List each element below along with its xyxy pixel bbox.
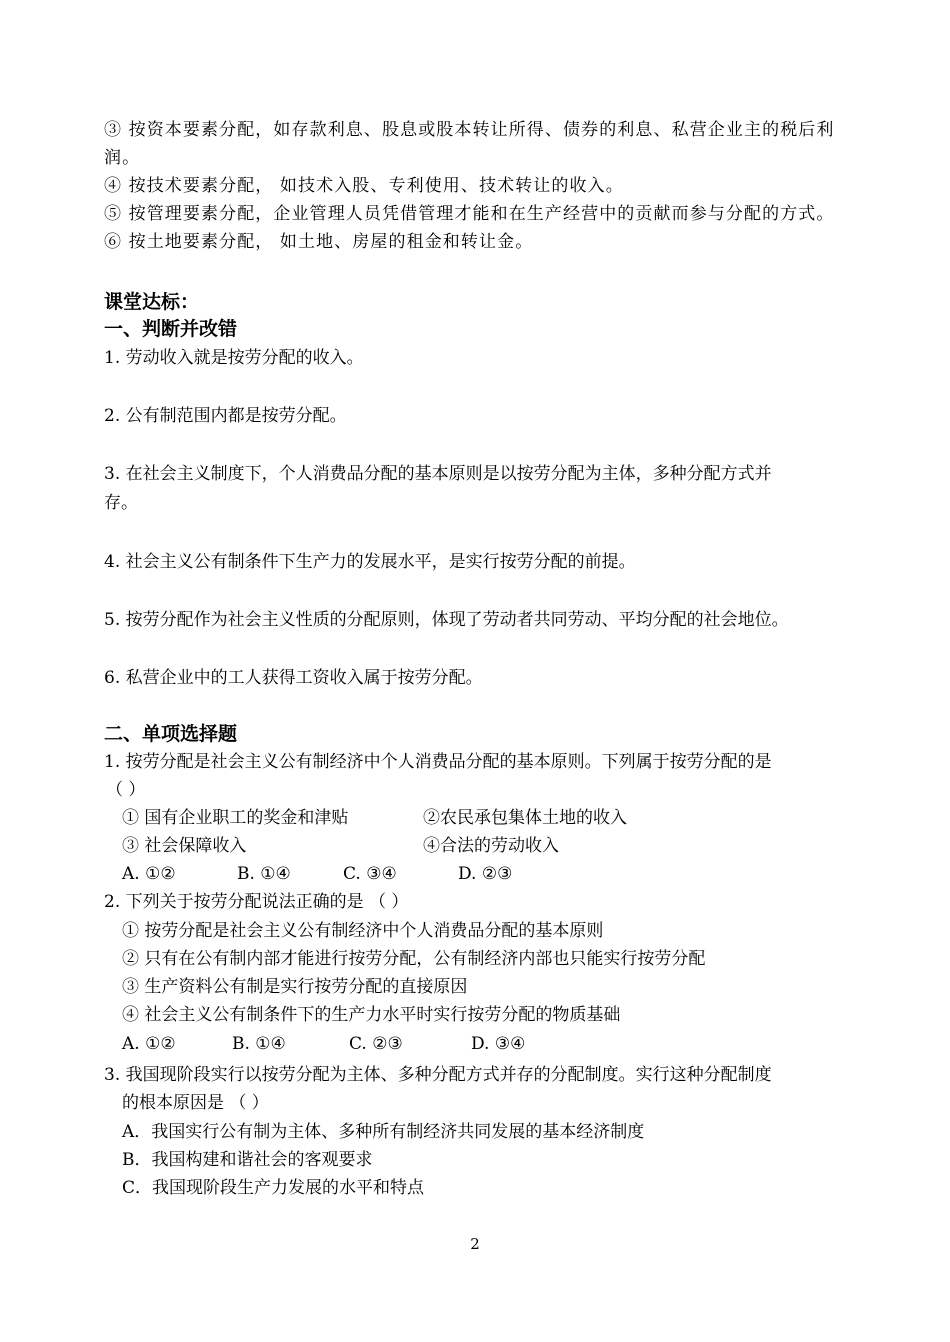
- intro-line-capital: ③ 按资本要素分配，如存款利息、股息或股本转让所得、债券的利息、私营企业主的税后利: [104, 120, 835, 140]
- judge-item-3: 3. 在社会主义制度下，个人消费品分配的基本原则是以按劳分配为主体，多种分配方式并: [104, 464, 772, 484]
- intro-line-management: ⑤ 按管理要素分配，企业管理人员凭借管理才能和在生产经营中的贡献而参与分配的方式。: [104, 204, 835, 224]
- q3-stem-cont: 的根本原因是 （ ）: [122, 1093, 269, 1113]
- judge-item-6: 6. 私营企业中的工人获得工资收入属于按劳分配。: [104, 668, 483, 688]
- q1-statement-1: ① 国有企业职工的奖金和津贴: [122, 808, 349, 828]
- q1-paren: （ ）: [106, 780, 146, 800]
- q1-statement-4: ④合法的劳动收入: [423, 836, 559, 856]
- q2-option-c: C. ②③: [349, 1034, 403, 1054]
- q2-statement-3: ③ 生产资料公有制是实行按劳分配的直接原因: [122, 977, 468, 997]
- q1-option-c: C. ③④: [343, 864, 397, 884]
- intro-line-land: ⑥ 按土地要素分配， 如土地、房屋的租金和转让金。: [104, 232, 534, 252]
- part2-title: 二、单项选择题: [104, 723, 238, 745]
- section-title: 课堂达标：: [104, 291, 200, 313]
- q2-option-b: B. ①④: [232, 1034, 286, 1054]
- q2-stem: 2. 下列关于按劳分配说法正确的是 （ ）: [104, 892, 409, 912]
- judge-item-2: 2. 公有制范围内都是按劳分配。: [104, 406, 347, 426]
- q1-stem: 1. 按劳分配是社会主义公有制经济中个人消费品分配的基本原则。下列属于按劳分配的是: [104, 752, 772, 772]
- q3-option-b: B．我国构建和谐社会的客观要求: [122, 1150, 373, 1170]
- intro-line-technology: ④ 按技术要素分配， 如技术入股、专利使用、技术转让的收入。: [104, 176, 624, 196]
- q3-option-c: C．我国现阶段生产力发展的水平和特点: [122, 1178, 425, 1198]
- q3-stem: 3. 我国现阶段实行以按劳分配为主体、多种分配方式并存的分配制度。实行这种分配制度: [104, 1065, 772, 1085]
- intro-line-capital-cont: 润。: [104, 148, 141, 168]
- q2-option-a: A. ①②: [122, 1034, 176, 1054]
- page-number: 2: [470, 1235, 480, 1253]
- q3-option-a: A．我国实行公有制为主体、多种所有制经济共同发展的基本经济制度: [122, 1122, 645, 1142]
- judge-item-3-cont: 存。: [104, 493, 138, 513]
- q2-statement-1: ① 按劳分配是社会主义公有制经济中个人消费品分配的基本原则: [122, 921, 604, 941]
- q1-option-a: A. ①②: [122, 864, 176, 884]
- q2-option-d: D. ③④: [471, 1034, 526, 1054]
- q2-statement-2: ② 只有在公有制内部才能进行按劳分配，公有制经济内部也只能实行按劳分配: [122, 949, 706, 969]
- judge-item-4: 4. 社会主义公有制条件下生产力的发展水平，是实行按劳分配的前提。: [104, 552, 636, 572]
- part1-title: 一、判断并改错: [104, 318, 238, 340]
- q1-statement-3: ③ 社会保障收入: [122, 836, 247, 856]
- judge-item-1: 1. 劳动收入就是按劳分配的收入。: [104, 348, 364, 368]
- q1-option-b: B. ①④: [237, 864, 291, 884]
- judge-item-5: 5. 按劳分配作为社会主义性质的分配原则，体现了劳动者共同劳动、平均分配的社会地位。: [104, 610, 789, 630]
- q1-option-d: D. ②③: [458, 864, 513, 884]
- q1-statement-2: ②农民承包集体土地的收入: [423, 808, 627, 828]
- q2-statement-4: ④ 社会主义公有制条件下的生产力水平时实行按劳分配的物质基础: [122, 1005, 621, 1025]
